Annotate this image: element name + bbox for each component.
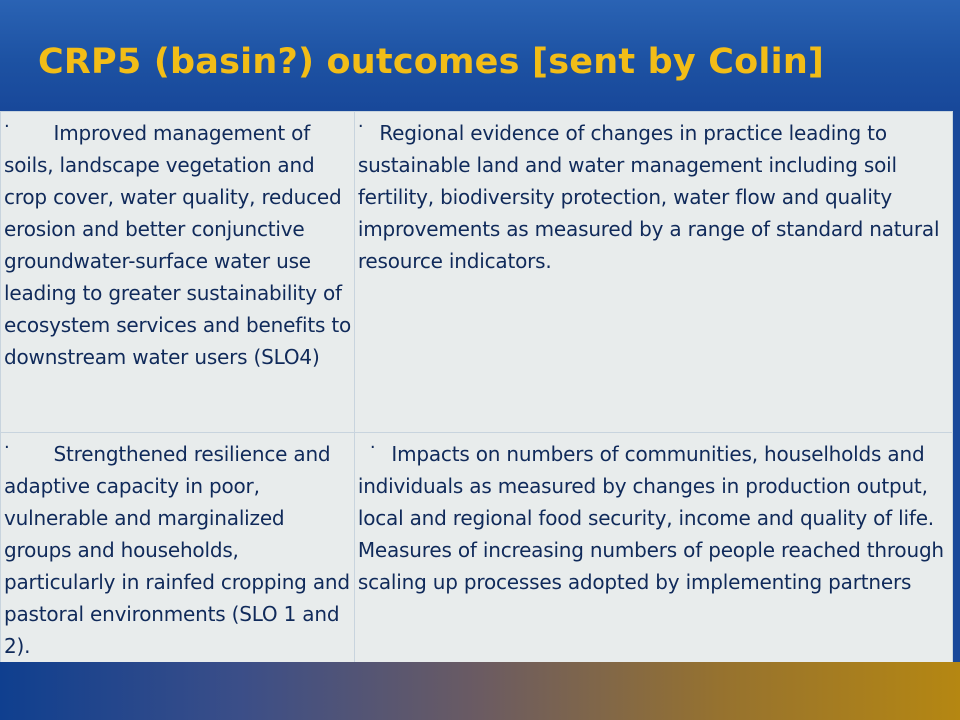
table-cell-indicator-regional-evidence — [354, 112, 952, 433]
cell-text: Improved management of soils, landscape vegetation and crop cover, water quality, reduced erosion and better conjunctive groundwater-surface water use leading to greater sustainability of ecosystem services and benefits to downstream water users (SLO4) — [4, 121, 352, 369]
table-row — [1, 112, 953, 433]
table-cell-indicator-impacts — [354, 433, 952, 663]
cell-text: Regional evidence of changes in practice leading to sustainable land and water management including soil fertility, biodiversity protection, water flow and quality improvements as measured by a range of standard natural resource indicators. — [357, 121, 940, 273]
bullet-icon: · — [357, 116, 364, 137]
bullet-icon: · — [4, 437, 10, 458]
table-cell-outcome-resilience — [1, 433, 355, 663]
bottom-gradient-band — [0, 662, 960, 720]
bullet-icon: · — [4, 116, 10, 137]
bullet-icon: · — [369, 437, 376, 458]
table-row — [1, 433, 953, 663]
cell-text: Impacts on numbers of communities, houselholds and individuals as measured by changes in production output, local and regional food security, income and quality of life. Measures of increasing numbers of people reached through scaling up processes adopted by implementing partners — [357, 442, 944, 594]
outcomes-table — [0, 111, 953, 663]
table-cell-outcome-soils — [1, 112, 355, 433]
slide-title: CRP5 (basin?) outcomes [sent by Colin] — [38, 42, 825, 82]
cell-text: Strengthened resilience and adaptive capacity in poor, vulnerable and marginalized groups and households, particularly in rainfed cropping and pastoral environments (SLO 1 and 2). — [4, 442, 350, 658]
